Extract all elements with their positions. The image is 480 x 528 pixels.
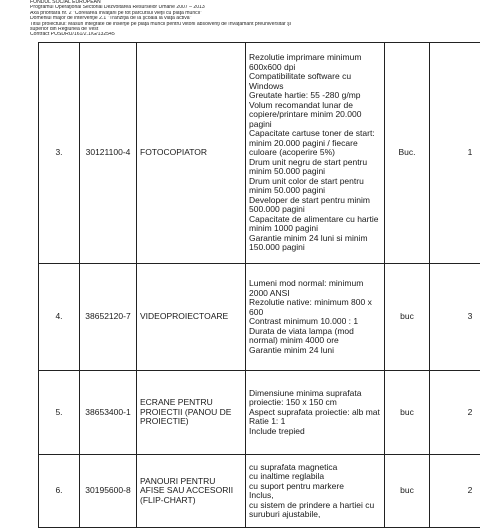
header-line: FONDUL SOCIAL EUROPEAN bbox=[30, 0, 470, 5]
cpv-code: 30195600-8 bbox=[80, 455, 137, 528]
spec-line: Rezolutie native: minimum 800 x 600 bbox=[249, 298, 381, 317]
product-name-line: PROIECTIE) bbox=[140, 417, 242, 427]
product-name-line: FOTOCOPIATOR bbox=[140, 148, 242, 158]
spec-line: cu suport pentru markere bbox=[249, 482, 381, 492]
spec-line: cu suprafata magnetica bbox=[249, 463, 381, 473]
quantity: 2 bbox=[430, 371, 480, 455]
header-line: Axa prioritară nr. 2 "Corelarea învăţării pe tot parcursul vieţii cu piaţa muncii" bbox=[30, 11, 470, 16]
header-line: Programul Operaţional Sectorial Dezvoltarea Resurselor Umane 2007 – 2013 bbox=[30, 5, 470, 10]
spec-line: Rezolutie imprimare minimum 600x600 dpi bbox=[249, 53, 381, 72]
spec-line: Lumeni mod normal: minimum 2000 ANSI bbox=[249, 279, 381, 298]
quantity: 2 bbox=[430, 455, 480, 528]
spec-line: Drum unit color de start pentru minim 50.000 pagini bbox=[249, 177, 381, 196]
product-name-line: PROIECTII (PANOU DE bbox=[140, 408, 242, 418]
row-number: 6. bbox=[39, 455, 80, 528]
technical-specs bbox=[246, 264, 385, 371]
spec-line: Compatibilitate software cu Windows bbox=[249, 72, 381, 91]
spec-line: Garantie minim 24 luni si minim 150.000 pagini bbox=[249, 234, 381, 253]
unit-of-measure: buc bbox=[385, 264, 430, 371]
table-row bbox=[39, 264, 480, 371]
product-name bbox=[137, 455, 246, 528]
product-name-line: ECRANE PENTRU bbox=[140, 398, 242, 408]
spec-line: Ratie 1: 1 bbox=[249, 417, 381, 427]
row-number: 3. bbox=[39, 43, 80, 264]
header-line: Domeniul major de intervenţie 2.1 "Tranziţia de la şcoală la viaţa activă" bbox=[30, 16, 470, 21]
row-number: 5. bbox=[39, 371, 80, 455]
cpv-code: 38653400-1 bbox=[80, 371, 137, 455]
spec-line: Volum recomandat lunar de copiere/printare minim 20.000 pagini bbox=[249, 101, 381, 130]
product-name-line: PANOURI PENTRU bbox=[140, 477, 242, 487]
unit-of-measure: buc bbox=[385, 455, 430, 528]
table-row bbox=[39, 371, 480, 455]
product-name-line: (FLIP-CHART) bbox=[140, 496, 242, 506]
spec-line: cu inaltime reglabila bbox=[249, 472, 381, 482]
spec-line: Garantie minim 24 luni bbox=[249, 346, 381, 356]
product-name bbox=[137, 264, 246, 371]
spec-line: Developer de start pentru minim 500.000 pagini bbox=[249, 196, 381, 215]
cpv-code: 38652120-7 bbox=[80, 264, 137, 371]
spec-line: Dimensiune minima suprafata proiectie: 150 x 150 cm bbox=[249, 389, 381, 408]
unit-of-measure: buc bbox=[385, 371, 430, 455]
spec-line: cu sistem de prindere a hartiei cu suruburi ajustabile, bbox=[249, 501, 381, 520]
quantity: 3 bbox=[430, 264, 480, 371]
product-name bbox=[137, 43, 246, 264]
cpv-code: 30121100-4 bbox=[80, 43, 137, 264]
unit-of-measure: Buc. bbox=[385, 43, 430, 264]
header-line: Contract POSDRU/161/2.1/G/132545 bbox=[30, 32, 470, 37]
spec-line: Capacitate cartuse toner de start: minim 20.000 pagini / fiecare culoare (acoperire 5%) bbox=[249, 129, 381, 158]
header-line: superior din Regiunea de Vest bbox=[30, 27, 470, 32]
product-name bbox=[137, 371, 246, 455]
spec-line: Drum unit negru de start pentru minim 50.000 pagini bbox=[249, 158, 381, 177]
spec-line: Inclus, bbox=[249, 491, 381, 501]
spec-line: Aspect suprafata proiectie: alb mat bbox=[249, 408, 381, 418]
quantity: 1 bbox=[430, 43, 480, 264]
spec-line: Greutate hartie: 55 -280 g/mp bbox=[249, 91, 381, 101]
technical-specs bbox=[246, 455, 385, 528]
product-name-line: VIDEOPROIECTOARE bbox=[140, 312, 242, 322]
spec-line: Capacitate de alimentare cu hartie minim 1000 pagini bbox=[249, 215, 381, 234]
technical-specs bbox=[246, 371, 385, 455]
spec-line: Include trepied bbox=[249, 427, 381, 437]
document-header bbox=[30, 0, 470, 38]
spec-line: Contrast minimum 10.000 : 1 bbox=[249, 317, 381, 327]
technical-specs bbox=[246, 43, 385, 264]
table-row bbox=[39, 43, 480, 264]
product-name-line: AFISE SAU ACCESORII bbox=[140, 486, 242, 496]
specifications-table bbox=[38, 42, 480, 528]
header-line: Titlul proiectului: Măsuri integrate de inserţie pe piaţa muncii pentru viitorii absolvenţi de învăţământ preuniversitar şi bbox=[30, 22, 470, 27]
spec-line: Durata de viata lampa (mod normal) minim 4000 ore bbox=[249, 327, 381, 346]
table-row bbox=[39, 455, 480, 528]
row-number: 4. bbox=[39, 264, 80, 371]
